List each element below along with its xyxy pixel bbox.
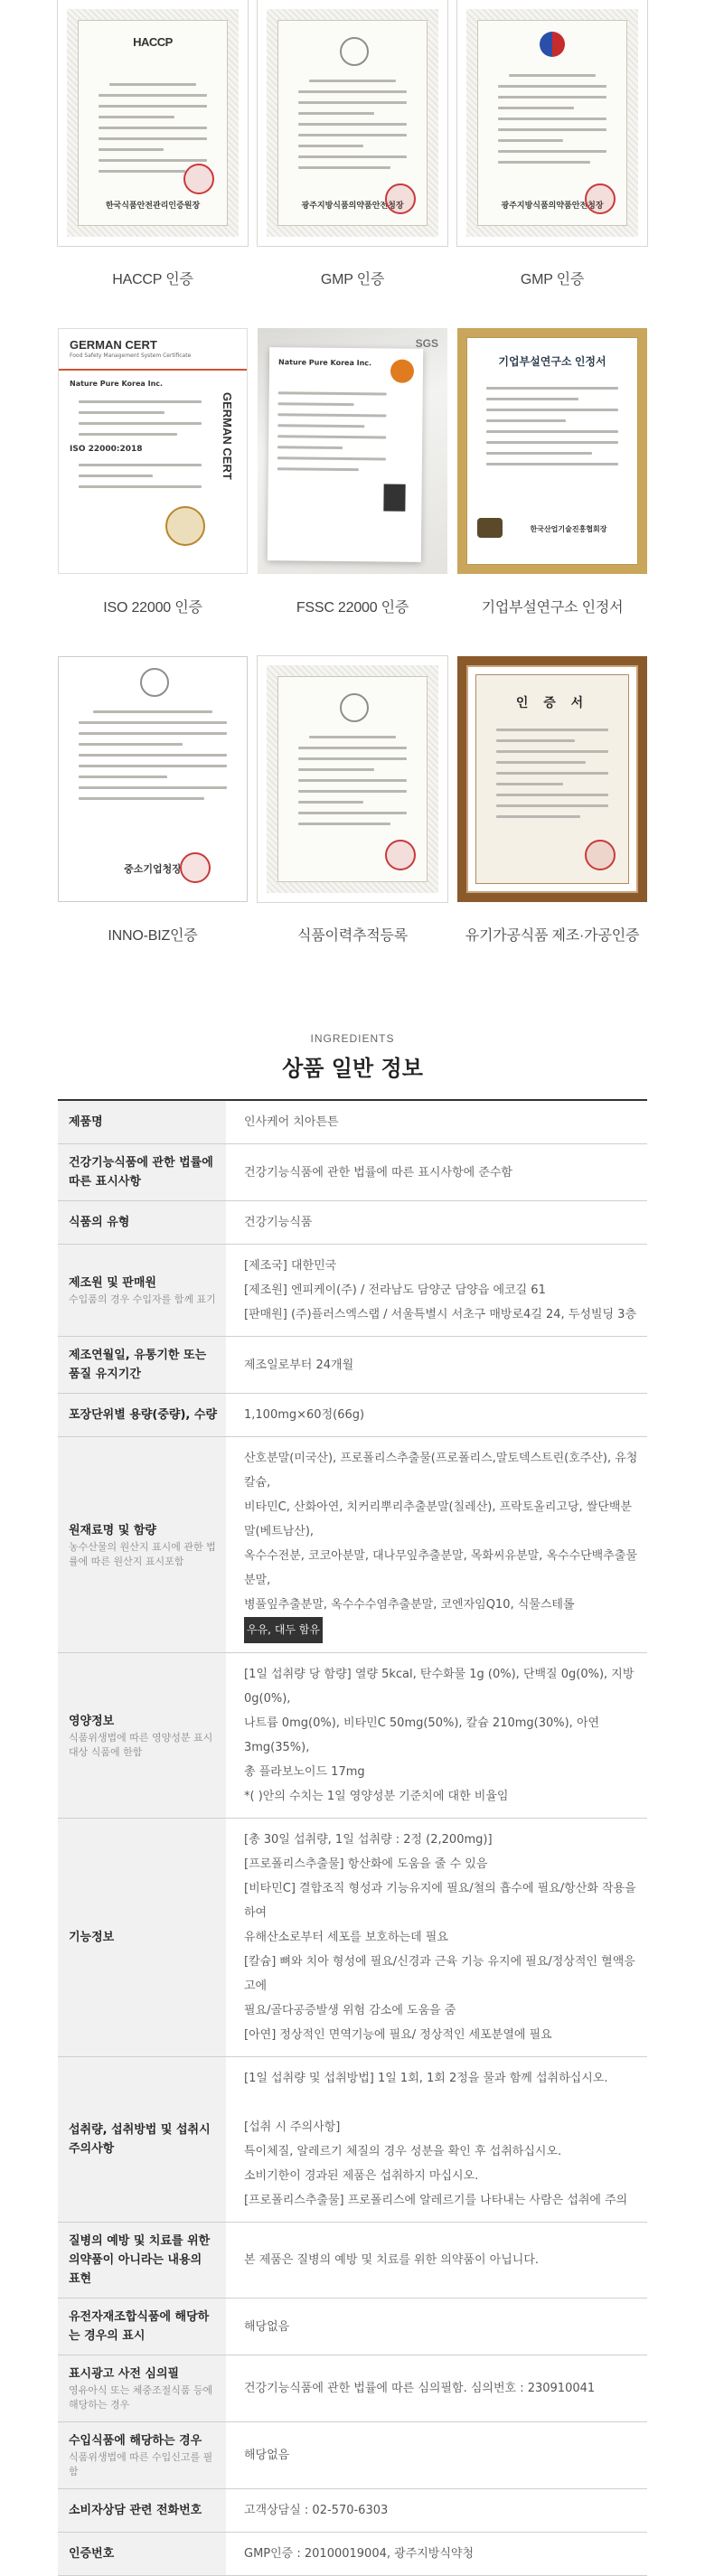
info-key-label: 식품의 유형 xyxy=(69,1216,130,1229)
info-value-line: 산호분말(미국산), 프로폴리스추출물(프로폴리스,말토덱스트린(호주산), 유청칼슘, xyxy=(244,1452,638,1490)
seal-icon xyxy=(180,852,211,883)
government-emblem-icon xyxy=(540,32,565,57)
info-row xyxy=(58,1201,647,1245)
info-value-line: 고객상담실 : 02-570-6303 xyxy=(244,2504,389,2517)
info-key xyxy=(58,1437,226,1653)
certificate-header: 기업부설연구소 인정서 xyxy=(498,355,606,368)
info-key xyxy=(58,1337,226,1394)
info-value xyxy=(226,2223,647,2299)
certificate-image xyxy=(258,656,447,902)
emblem-icon xyxy=(340,37,369,66)
info-value-line: 소비기한이 경과된 제품은 섭취하지 마십시오. xyxy=(244,2169,479,2183)
info-value xyxy=(226,2489,647,2533)
certificate-header: 인 증 서 xyxy=(515,696,589,710)
info-value-line: [판매원] (주)플러스엑스랩 / 서울특별시 서초구 매방로4길 24, 두성빌딩 3층 xyxy=(244,1308,637,1321)
info-key-label: 원재료명 및 함량 xyxy=(69,1523,156,1537)
info-key-note: 농수산물의 원산지 표시에 관한 법률에 따른 원산지 표시포함 xyxy=(69,1540,216,1567)
emblem-icon xyxy=(340,693,369,722)
emblem-icon xyxy=(140,668,169,697)
info-value-line: 해당없음 xyxy=(244,2319,290,2334)
info-value-line: 해당없음 xyxy=(244,2449,290,2462)
info-key-note: 식품위생법에 따른 영양성분 표시대상 식품에 한함 xyxy=(69,1731,213,1758)
certificate-label: HACCP 인증 xyxy=(112,272,193,287)
product-info-table xyxy=(58,1099,647,2576)
certificate-image xyxy=(58,656,248,902)
info-row xyxy=(58,2299,647,2355)
info-value-line: [제조원] 엔피케이(주) / 전라남도 담양군 담양읍 에코길 61 xyxy=(244,1283,546,1297)
info-value-line: 건강기능식품 xyxy=(244,1216,313,1229)
info-value xyxy=(226,1437,647,1653)
info-key-label: 제품명 xyxy=(69,1115,103,1129)
ukas-logo-icon xyxy=(383,484,405,511)
info-row xyxy=(58,1144,647,1201)
info-value-line: [제조국] 대한민국 xyxy=(244,1259,337,1273)
certificate-label: INNO-BIZ인증 xyxy=(108,928,198,944)
certificate-row xyxy=(58,328,647,656)
info-row xyxy=(58,1819,647,2057)
certificate-row xyxy=(58,656,647,984)
info-value-line: [프로폴리스추출물] 프로폴리스에 알레르기를 나타내는 사람은 섭취에 주의 xyxy=(244,2194,628,2207)
seal-icon xyxy=(385,183,416,214)
allergen-tag: 우유, 대두 함유 xyxy=(244,1617,323,1643)
certificate-label: FSSC 22000 인증 xyxy=(296,600,409,616)
info-value-line: [1일 섭취량 당 함량] 열량 5kcal, 탄수화물 1g (0%), 단백질 0g(0%), 지방 0g(0%), xyxy=(244,1668,634,1706)
info-value-line: [칼슘] 뼈와 치아 형성에 필요/신경과 근육 기능 유지에 필요/정상적인 혈액응고에 xyxy=(244,1955,635,1993)
certificate-image xyxy=(258,0,447,246)
info-key-label: 건강기능식품에 관한 법률에 따른 표시사항 xyxy=(69,1156,213,1189)
certificate-company: Nature Pure Korea Inc. xyxy=(278,358,372,368)
info-value xyxy=(226,1100,647,1144)
info-value-line: 병풀잎추출분말, 옥수수수염추출분말, 코엔자임Q10, 식물스테롤 xyxy=(244,1598,575,1612)
info-value xyxy=(226,1653,647,1819)
info-key-label: 표시광고 사전 심의필 xyxy=(69,2367,180,2381)
certificate-haccp xyxy=(58,0,248,328)
seal-icon xyxy=(585,183,616,214)
certificate-issuer: 광주지방식품의약품안전청장 xyxy=(501,202,604,211)
info-value-line xyxy=(244,2091,638,2115)
certificate-image xyxy=(58,0,248,246)
info-value-line: 옥수수전분, 코코아분말, 대나무잎추출분말, 목화씨유분말, 옥수수단백추출물분말, xyxy=(244,1549,637,1587)
info-value xyxy=(226,2355,647,2422)
info-value-line: GMP인증 : 20100019004, 광주지방식약청 xyxy=(244,2547,475,2561)
info-value xyxy=(226,2057,647,2223)
sgs-logo: SGS xyxy=(415,337,438,350)
seal-icon xyxy=(585,840,616,870)
info-key-note: 식품위생법에 따른 수입신고를 필함 xyxy=(69,2451,213,2477)
certificate-image xyxy=(457,328,647,574)
certificate-image xyxy=(457,656,647,902)
info-key-label: 질병의 예방 및 치료를 위한 의약품이 아니라는 내용의 표현 xyxy=(69,2234,211,2286)
certificate-side-text: GERMAN CERT xyxy=(221,392,234,480)
certificate-gmp-1 xyxy=(258,0,447,328)
info-key-label: 수입식품에 해당하는 경우 xyxy=(69,2434,202,2448)
certificate-standard: ISO 22000:2018 xyxy=(70,445,143,454)
koita-logo-icon xyxy=(477,518,503,538)
certificate-iso22000 xyxy=(58,328,248,656)
info-value-line: 필요/골다공증발생 위험 감소에 도움을 줌 xyxy=(244,2004,456,2017)
info-value-line: 1,100mg×60정(66g) xyxy=(244,1408,365,1422)
info-value-line: [프로폴리스추출물] 항산화에 도움을 줄 수 있음 xyxy=(244,1857,488,1871)
info-row xyxy=(58,1394,647,1437)
certificate-image xyxy=(58,328,248,574)
info-key xyxy=(58,2355,226,2422)
info-key-label: 제조원 및 판매원 xyxy=(69,1276,156,1290)
info-value-line: 본 제품은 질병의 예방 및 치료를 위한 의약품이 아닙니다. xyxy=(244,2253,540,2267)
seal-icon xyxy=(385,840,416,870)
seal-icon xyxy=(183,164,214,194)
certificate-fssc22000 xyxy=(258,328,447,656)
info-value xyxy=(226,1245,647,1337)
certificate-subheader: Food Safety Management System Certificate xyxy=(70,353,192,359)
info-value-line: 제조일로부터 24개월 xyxy=(244,1358,354,1372)
info-value-line: *( )안의 수치는 1일 영양성분 기준치에 대한 비율임 xyxy=(244,1790,509,1803)
info-row xyxy=(58,2533,647,2576)
gold-seal-icon xyxy=(165,506,205,546)
info-value-line: [총 30일 섭취량, 1일 섭취량 : 2정 (2,200mg)] xyxy=(244,1833,493,1847)
info-key xyxy=(58,2057,226,2223)
info-key-label: 영양정보 xyxy=(69,1714,115,1728)
certificate-gallery xyxy=(58,0,647,984)
info-row xyxy=(58,1653,647,1819)
info-value xyxy=(226,1201,647,1245)
info-value xyxy=(226,2533,647,2576)
info-row xyxy=(58,2489,647,2533)
certificate-innobiz xyxy=(58,656,248,984)
certificate-label: ISO 22000 인증 xyxy=(103,600,202,616)
info-value-line: 인사케어 치아튼튼 xyxy=(244,1115,339,1129)
info-value-line: [1일 섭취량 및 섭취방법] 1일 1회, 1회 2정을 물과 함께 섭취하십시오. xyxy=(244,2072,608,2085)
info-key-label: 섭취량, 섭취방법 및 섭취시 주의사항 xyxy=(69,2123,211,2156)
info-key-label: 기능정보 xyxy=(69,1931,115,1944)
info-key xyxy=(58,1100,226,1144)
info-key xyxy=(58,2223,226,2299)
info-key xyxy=(58,2533,226,2576)
info-row xyxy=(58,1437,647,1653)
certificate-image xyxy=(457,0,647,246)
certificate-issuer: 한국산업기술진흥협회장 xyxy=(530,525,607,533)
certificate-image xyxy=(258,328,447,574)
info-value-line: 특이체질, 알레르기 체질의 경우 성분을 확인 후 섭취하십시오. xyxy=(244,2145,562,2158)
info-value-line: 유해산소로부터 세포를 보호하는데 필요 xyxy=(244,1931,448,1944)
info-key-note: 수입품의 경우 수입자를 함께 표기 xyxy=(69,1293,216,1305)
certificate-gmp-2 xyxy=(457,0,647,328)
info-key xyxy=(58,1394,226,1437)
info-row xyxy=(58,2057,647,2223)
info-value-line: [비타민C] 결합조직 형성과 기능유지에 필요/철의 흡수에 필요/항산화 작용을 하여 xyxy=(244,1882,636,1920)
certificate-label: 유기가공식품 제조·가공인증 xyxy=(465,928,640,944)
info-value xyxy=(226,1144,647,1201)
info-key xyxy=(58,2489,226,2533)
info-value xyxy=(226,1394,647,1437)
info-key-note: 영유아식 또는 체중조절식품 등에 해당하는 경우 xyxy=(69,2384,213,2411)
certificate-issuer: 한국식품안전관리인증원장 xyxy=(105,202,201,211)
info-value xyxy=(226,2299,647,2355)
info-value xyxy=(226,1819,647,2057)
info-key-label: 소비자상담 관련 전화번호 xyxy=(69,2504,202,2517)
info-key xyxy=(58,1245,226,1337)
info-value-line: 건강기능식품에 관한 법률에 따른 표시사항에 준수함 xyxy=(244,1165,512,1180)
info-value xyxy=(226,1337,647,1394)
info-value-line: [아연] 정상적인 면역기능에 필요/ 정상적인 세포분열에 필요 xyxy=(244,2028,552,2042)
info-row xyxy=(58,1337,647,1394)
info-row xyxy=(58,1100,647,1144)
certificate-label: GMP 인증 xyxy=(320,272,385,287)
certificate-label: 기업부설연구소 인정서 xyxy=(481,600,624,616)
certificate-organic xyxy=(457,656,647,984)
certificate-traceability xyxy=(258,656,447,984)
section-title: 상품 일반 정보 xyxy=(282,1056,423,1081)
info-value-line: 총 플라보노이드 17mg xyxy=(244,1765,365,1779)
certificate-company: Nature Pure Korea Inc. xyxy=(70,380,164,388)
info-value-line: [섭취 시 주의사항] xyxy=(244,2120,341,2134)
certificate-issuer: 중소기업청장 xyxy=(124,863,182,875)
info-row xyxy=(58,2223,647,2299)
info-key-label: 유전자재조합식품에 해당하는 경우의 표시 xyxy=(69,2310,210,2343)
info-key-label: 포장단위별 용량(중량), 수량 xyxy=(69,1408,218,1422)
info-value-line: 나트륨 0mg(0%), 비타민C 50mg(50%), 칼슘 210mg(30%), 아연 3mg(35%), xyxy=(244,1716,600,1754)
info-key xyxy=(58,2299,226,2355)
fssc-logo-icon xyxy=(390,360,414,383)
certificate-research-lab xyxy=(457,328,647,656)
certificate-row xyxy=(58,0,647,328)
certificate-label: 식품이력추적등록 xyxy=(296,928,409,944)
info-value-line: 비타민C, 산화아연, 치커리뿌리추출분말(칠레산), 프락토올리고당, 쌀단백분말(베트남산), xyxy=(244,1500,633,1538)
info-key xyxy=(58,1144,226,1201)
info-key xyxy=(58,1201,226,1245)
info-key-label: 제조연월일, 유통기한 또는 품질 유지기간 xyxy=(69,1349,207,1381)
certificate-label: GMP 인증 xyxy=(520,272,585,287)
info-key-label: 인증번호 xyxy=(69,2547,115,2561)
info-key xyxy=(58,1819,226,2057)
info-key xyxy=(58,1653,226,1819)
info-row xyxy=(58,1245,647,1337)
certificate-issuer: 광주지방식품의약품안전청장 xyxy=(301,202,404,211)
info-row xyxy=(58,2355,647,2422)
certificate-header: GERMAN CERT xyxy=(70,338,157,352)
info-value-line: 건강기능식품에 관한 법률에 따른 심의필함. 심의번호 : 230910041 xyxy=(244,2382,596,2395)
certificate-header: HACCP xyxy=(133,35,173,49)
section-subtitle: INGREDIENTS xyxy=(310,1032,395,1045)
